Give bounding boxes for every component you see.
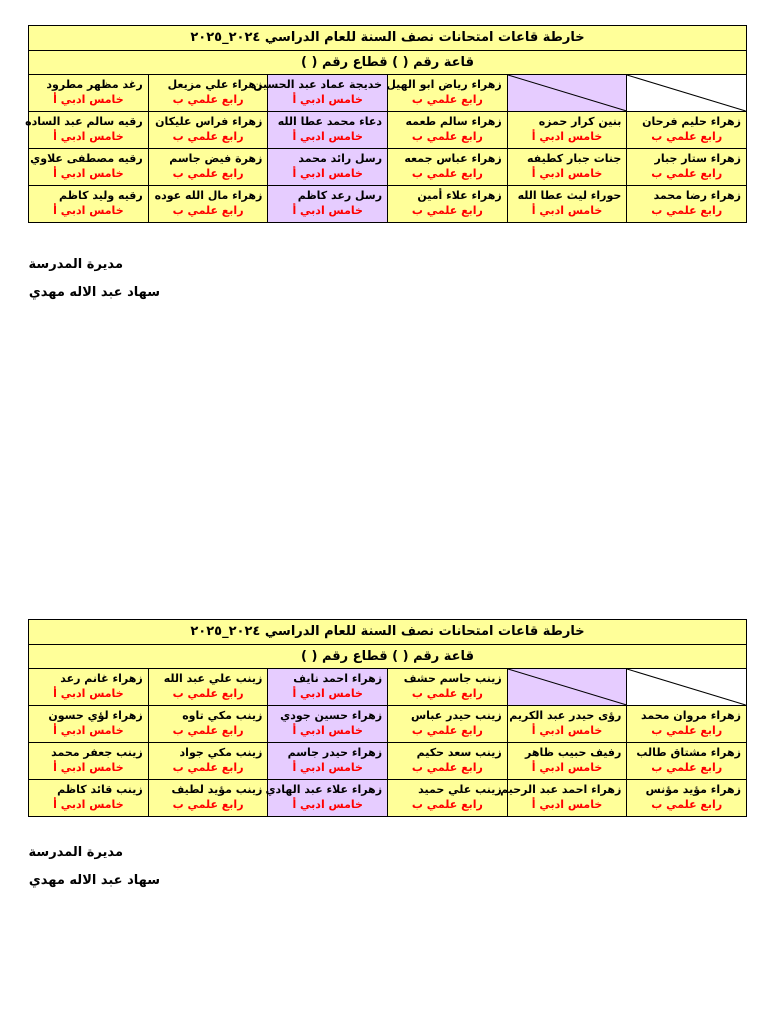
- student-class: رابع علمي ب: [411, 798, 483, 811]
- student-name: بنين كرار حمزه: [538, 115, 622, 128]
- student-name: زهراء ستار جبار: [654, 152, 741, 165]
- student-name: زهراء مال الله عوده: [154, 189, 263, 202]
- student-class: خامس ادبي أ: [53, 167, 124, 180]
- student-name: زهراء لؤي حسون: [48, 709, 143, 722]
- seat-cell: [29, 743, 149, 780]
- empty-seat: [507, 669, 627, 706]
- student-class: خامس ادبي أ: [531, 798, 603, 811]
- student-name: زهراء غانم رعد: [60, 672, 143, 685]
- seat-cell: [29, 186, 149, 223]
- student-class: خامس ادبي أ: [53, 761, 124, 774]
- seat-cell: [627, 743, 747, 780]
- empty-seat: [627, 669, 747, 706]
- diagonal-line: [508, 75, 627, 111]
- student-name: رسل رائد محمد: [298, 152, 383, 165]
- seat-cell: [29, 149, 149, 186]
- student-name: زهراء حسين جودي: [280, 709, 383, 722]
- student-class: رابع علمي ب: [651, 167, 723, 180]
- student-name: دعاء محمد عطا الله: [277, 115, 383, 128]
- diagonal-line: [508, 669, 627, 705]
- student-class: خامس ادبي أ: [531, 204, 603, 217]
- student-name: زينب مؤيد لطيف: [171, 783, 263, 796]
- student-name: زهراء علي مزيعل: [167, 78, 263, 91]
- student-class: رابع علمي ب: [651, 724, 723, 737]
- seat-cell: [148, 743, 268, 780]
- seating-sheet-2: [28, 619, 747, 817]
- student-name: زهراء حليم فرحان: [642, 115, 741, 128]
- student-name: زهراء حيدر جاسم: [287, 746, 383, 759]
- student-name: زهراء سالم طعمه: [405, 115, 502, 128]
- student-name: زهرة فيض جاسم: [169, 152, 263, 165]
- student-class: رابع علمي ب: [651, 204, 723, 217]
- student-class: رابع علمي ب: [411, 687, 483, 700]
- student-name: زهراء احمد نايف: [293, 672, 383, 685]
- seat-cell: [148, 186, 268, 223]
- student-name: رؤى حيدر عبد الكريم: [509, 709, 622, 722]
- seating-table-1: [25, 25, 747, 223]
- seat-cell: [29, 75, 149, 112]
- seating-table-2: [28, 619, 747, 817]
- student-class: خامس ادبي أ: [53, 93, 124, 106]
- seat-cell: [29, 780, 149, 817]
- seat-cell: [148, 75, 268, 112]
- seat-cell: [25, 112, 149, 149]
- seat-cell: [507, 743, 627, 780]
- seat-cell: [268, 186, 388, 223]
- student-name: جنات جبار كطيفه: [527, 152, 622, 165]
- student-class: خامس ادبي أ: [292, 167, 363, 180]
- student-class: خامس ادبي أ: [53, 798, 124, 811]
- student-class: خامس ادبي أ: [292, 130, 363, 143]
- student-class: خامس ادبي أ: [531, 167, 603, 180]
- seat-cell: [507, 112, 627, 149]
- seat-cell: [388, 112, 508, 149]
- student-name: رقيه مصطفى علاوي: [30, 152, 143, 165]
- student-class: رابع علمي ب: [411, 724, 483, 737]
- diagonal-line: [627, 75, 746, 111]
- seat-cell: [268, 743, 388, 780]
- student-name: زينب علي حميد: [418, 783, 502, 796]
- student-name: زهراء مشتاق طالب: [636, 746, 741, 759]
- student-class: رابع علمي ب: [172, 724, 244, 737]
- signature-role: مديرة المدرسة: [28, 845, 123, 860]
- seat-row: [29, 669, 747, 706]
- seat-cell: [148, 112, 268, 149]
- seat-row: [29, 112, 747, 149]
- seat-cell: [148, 706, 268, 743]
- student-name: زهراء عباس جمعه: [404, 152, 502, 165]
- seat-cell: [627, 149, 747, 186]
- student-class: خامس ادبي أ: [292, 93, 363, 106]
- seat-cell: [388, 780, 508, 817]
- student-name: خديجة عماد عبد الحسين: [253, 78, 383, 91]
- student-name: رقيه وليد كاظم: [59, 189, 143, 202]
- seat-row: [29, 743, 747, 780]
- student-name: زينب علي عبد الله: [163, 672, 263, 685]
- sheet-title: خارطة قاعات امتحانات نصف السنة للعام الدراسي ٢٠٢٤_٢٠٢٥: [29, 26, 747, 51]
- seat-row: [29, 706, 747, 743]
- student-name: رغد مظهر مطرود: [46, 78, 143, 91]
- seat-row: [29, 149, 747, 186]
- hall-sector-label: قاعة رقم ( ) قطاع رقم ( ): [29, 51, 747, 75]
- student-name: زينب مكي جواد: [179, 746, 263, 759]
- seat-cell: [148, 669, 268, 706]
- seat-row: [29, 780, 747, 817]
- seat-cell: [253, 75, 388, 112]
- seat-cell: [268, 706, 388, 743]
- seat-cell: [388, 743, 508, 780]
- student-name: زهراء فراس عليكان: [155, 115, 263, 128]
- student-name: زينب جاسم حشف: [403, 672, 502, 685]
- student-name: زينب مكي تاوه: [182, 709, 263, 722]
- seat-cell: [507, 706, 627, 743]
- seat-cell: [148, 149, 268, 186]
- seat-cell: [388, 75, 508, 112]
- signature-role: مديرة المدرسة: [28, 257, 123, 272]
- student-class: خامس ادبي أ: [531, 130, 603, 143]
- student-class: خامس ادبي أ: [53, 724, 124, 737]
- seat-cell: [388, 706, 508, 743]
- seat-cell: [268, 149, 388, 186]
- student-name: زهراء مؤيد مؤنس: [645, 783, 741, 796]
- student-class: خامس ادبي أ: [53, 204, 124, 217]
- student-name: زهراء علاء عبد الهادي: [265, 783, 383, 796]
- student-class: رابع علمي ب: [172, 798, 244, 811]
- student-name: زينب جعفر محمد: [51, 746, 143, 759]
- seat-cell: [268, 669, 388, 706]
- signature-name: سهاد عبد الاله مهدي: [28, 285, 160, 300]
- seat-cell: [627, 706, 747, 743]
- student-class: خامس ادبي أ: [292, 204, 363, 217]
- student-class: رابع علمي ب: [411, 167, 483, 180]
- student-class: خامس ادبي أ: [531, 761, 603, 774]
- seat-cell: [265, 780, 388, 817]
- seat-cell: [388, 149, 508, 186]
- student-name: رفيف حبيب ظاهر: [525, 746, 622, 759]
- student-class: خامس ادبي أ: [531, 724, 603, 737]
- student-class: رابع علمي ب: [172, 204, 244, 217]
- student-class: رابع علمي ب: [411, 204, 483, 217]
- seat-cell: [627, 112, 747, 149]
- student-class: رابع علمي ب: [411, 130, 483, 143]
- sheet-title: خارطة قاعات امتحانات نصف السنة للعام الدراسي ٢٠٢٤_٢٠٢٥: [29, 620, 747, 645]
- student-name: زينب قائد كاظم: [57, 783, 143, 796]
- student-name: رقيه سالم عبد الساده: [25, 115, 143, 128]
- student-class: خامس ادبي أ: [292, 687, 363, 700]
- seat-row: [29, 75, 747, 112]
- seat-cell: [388, 669, 508, 706]
- seat-cell: [627, 186, 747, 223]
- seat-cell: [29, 669, 149, 706]
- student-name: زهراء احمد عبد الرحيم: [500, 783, 622, 796]
- empty-seat: [507, 75, 627, 112]
- student-class: رابع علمي ب: [411, 93, 483, 106]
- seat-cell: [500, 780, 627, 817]
- student-class: رابع علمي ب: [651, 798, 723, 811]
- student-class: خامس ادبي أ: [292, 798, 363, 811]
- seat-cell: [388, 186, 508, 223]
- student-name: رسل رعد كاظم: [297, 189, 383, 202]
- student-class: رابع علمي ب: [172, 761, 244, 774]
- student-name: زينب سعد حكيم: [416, 746, 502, 759]
- student-class: رابع علمي ب: [651, 130, 723, 143]
- seat-cell: [268, 112, 388, 149]
- student-name: زهراء مروان محمد: [641, 709, 741, 722]
- seat-cell: [627, 780, 747, 817]
- student-class: رابع علمي ب: [411, 761, 483, 774]
- student-class: خامس ادبي أ: [292, 724, 363, 737]
- student-name: زهراء علاء أمين: [417, 189, 502, 202]
- signature-name: سهاد عبد الاله مهدي: [28, 873, 160, 888]
- hall-sector-label: قاعة رقم ( ) قطاع رقم ( ): [29, 645, 747, 669]
- student-class: رابع علمي ب: [172, 167, 244, 180]
- student-class: رابع علمي ب: [651, 761, 723, 774]
- seat-cell: [507, 149, 627, 186]
- seat-row: [29, 186, 747, 223]
- seat-cell: [507, 186, 627, 223]
- seat-cell: [148, 780, 268, 817]
- student-class: خامس ادبي أ: [292, 761, 363, 774]
- diagonal-line: [627, 669, 746, 705]
- student-name: زهراء رضا محمد: [653, 189, 741, 202]
- student-name: حوراء ليث عطا الله: [517, 189, 622, 202]
- student-class: رابع علمي ب: [172, 93, 244, 106]
- student-class: خامس ادبي أ: [53, 130, 124, 143]
- seat-cell: [29, 706, 149, 743]
- student-class: خامس ادبي أ: [53, 687, 124, 700]
- student-class: رابع علمي ب: [172, 687, 244, 700]
- seating-sheet-1: [25, 25, 747, 223]
- empty-seat: [627, 75, 747, 112]
- student-name: زهراء رياض ابو الهيل: [386, 78, 502, 91]
- student-name: زينب حيدر عباس: [411, 709, 502, 722]
- student-class: رابع علمي ب: [172, 130, 244, 143]
